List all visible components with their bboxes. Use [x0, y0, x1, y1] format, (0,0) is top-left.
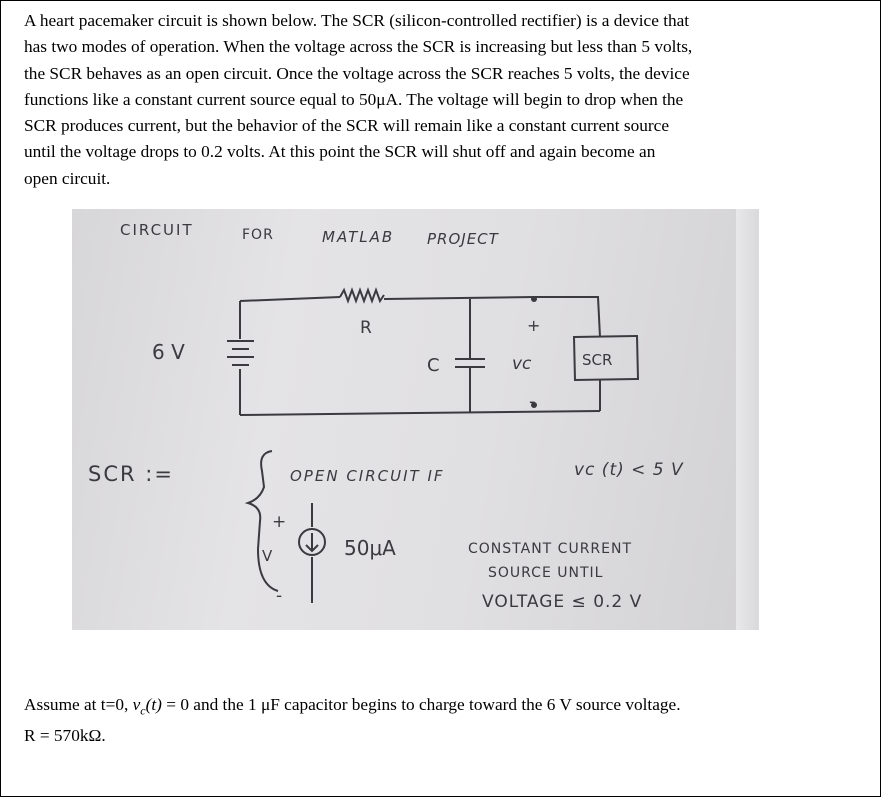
open-circuit-text: OPEN CIRCUIT IF [290, 467, 445, 485]
scr-definition-label: SCR := [88, 462, 174, 486]
down-arrow-icon [306, 533, 318, 551]
resistor-label: R [360, 318, 372, 338]
intro-line: A heart pacemaker circuit is shown below. The SCR (silicon-controlled rectifier) is a device that [24, 11, 690, 30]
intro-line: until the voltage drops to 0.2 volts. At this point the SCR will shut off and again become an [24, 142, 656, 162]
title-word: MATLAB [322, 228, 395, 246]
intro-line: SCR produces current, but the behavior of the SCR will remain like a constant current source [24, 116, 670, 136]
circuit-sketch [72, 209, 759, 630]
title-word: FOR [242, 227, 274, 243]
assume-mid: (t) [145, 695, 162, 714]
constant-current-line: VOLTAGE ≤ 0.2 V [482, 592, 643, 612]
battery-label: 6 V [152, 340, 185, 364]
source-plus: + [272, 512, 287, 532]
circuit-sketch-photo [72, 209, 759, 630]
title-word: PROJECT [427, 230, 499, 248]
condition-text: vᴄ (t) < 5 V [574, 460, 684, 480]
assumption-text [24, 692, 864, 749]
assume-var: v [132, 695, 141, 714]
current-value: 50μA [344, 536, 396, 560]
assume-sub: c [140, 703, 146, 718]
title-word: CIRCUIT [120, 221, 194, 239]
node-dot [531, 296, 537, 302]
source-v: V [262, 547, 273, 565]
capacitor-label: C [427, 355, 440, 376]
intro-line: open circuit. [24, 168, 111, 188]
assumption-line-2: R = 570kΩ. [24, 726, 106, 746]
circuit-wires [227, 290, 638, 415]
intro-line: functions like a constant current source equal to 50μA. The voltage will begin to drop when the [24, 89, 684, 109]
plus-sign: + [527, 316, 541, 335]
assumption-line-1 [24, 692, 864, 723]
assume-text-before: Assume at t=0, [24, 695, 133, 714]
source-minus: - [276, 586, 283, 606]
problem-intro [24, 8, 824, 192]
scr-box-label: SCR [582, 351, 613, 369]
constant-current-line: CONSTANT CURRENT [468, 541, 633, 557]
constant-current-line: SOURCE UNTIL [488, 565, 604, 581]
intro-line: the SCR behaves as an open circuit. Once the voltage across the SCR reaches 5 volts, the device [24, 63, 690, 83]
intro-line: has two modes of operation. When the voltage across the SCR is increasing but less than 5 volts, [24, 37, 693, 57]
minus-sign: - [529, 391, 536, 412]
voltage-label: vᴄ [512, 354, 532, 374]
assume-text-after: = 0 and the 1 μF capacitor begins to charge toward the 6 V source voltage. [161, 695, 681, 714]
